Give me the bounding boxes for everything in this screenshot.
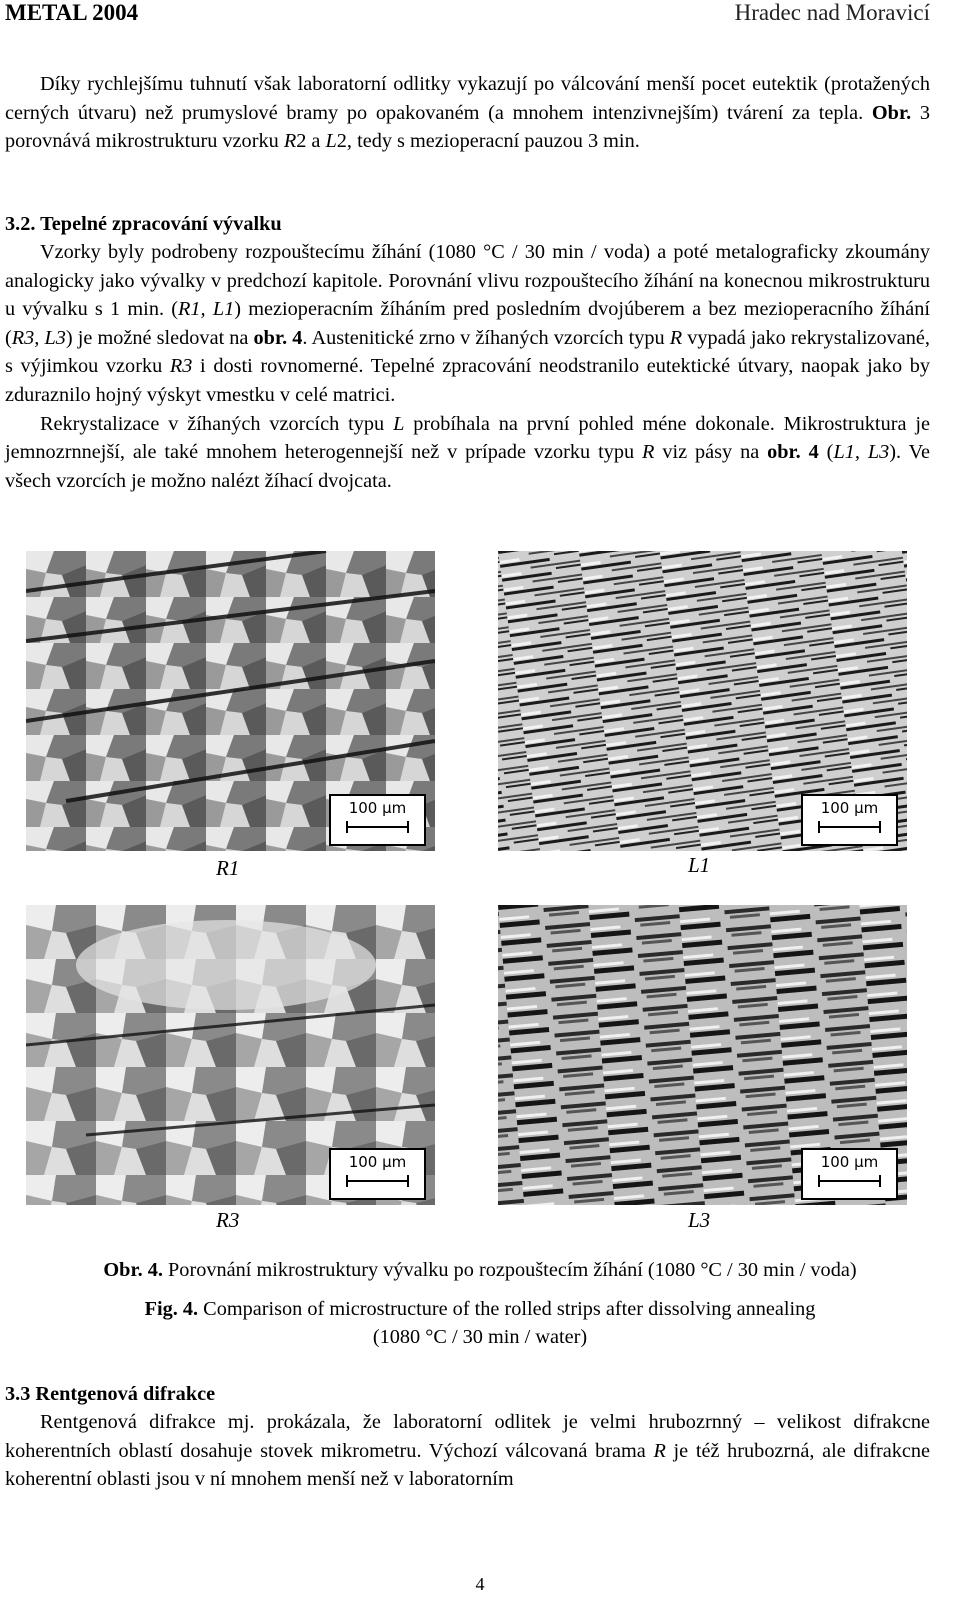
- label-l1: L1: [688, 853, 711, 877]
- conference-location: Hradec nad Moravicí: [734, 0, 930, 25]
- label-r1: R1: [216, 856, 240, 880]
- section-3-2-title: 3.2. Tepelné zpracování vývalku: [5, 213, 282, 235]
- label-l3: L3: [688, 1208, 711, 1232]
- paragraph-4: Rentgenová difrakce mj. prokázala, že laboratorní odlitek je velmi hrubozrnný – velikost difrakcne koherentních oblastí dosahuje stovek mikrometru. Výchozí válcovaná brama R je též hrubozrná, ale difrakcne koherentní oblasti jsou v ní mnohem menší než v laboratorním: [5, 1411, 930, 1491]
- page-number: 4: [475, 1574, 485, 1594]
- scale-bar: 100 µm: [329, 794, 426, 846]
- section-3-3-title: 3.3 Rentgenová difrakce: [5, 1383, 216, 1405]
- scale-bar: 100 µm: [801, 1148, 898, 1200]
- conference-name: METAL 2004: [5, 0, 139, 25]
- figure-caption-cz: Obr. 4. Porovnání mikrostruktury vývalku po rozpouštecím žíhání (1080 °C / 30 min / voda): [103, 1259, 857, 1281]
- micrograph-l1: [498, 551, 907, 851]
- page-header: [0, 0, 960, 30]
- label-r3: R3: [216, 1208, 240, 1232]
- micrograph-l3: [498, 905, 907, 1205]
- scale-bar: 100 µm: [329, 1148, 426, 1200]
- paragraph-2: Vzorky byly podrobeny rozpouštecímu žíhání (1080 °C / 30 min / voda) a poté metalograficky zkoumány analogicky jako vývalky v predchozí kapitole. Porovnání vlivu rozpouštecího žíhání na konecnou mikrostrukturu u vývalku s 1 min. (R1, L1) mezioperacním žíháním pred posledním dvojúberem a bez mezioperacního žíhání (R3, L3) je možné sledovat na obr. 4. Austenitické zrno v žíhaných vzorcích typu R vypadá jako rekrystalizované, s výjimkou vzorku R3 i dosti rovnomerné. Tepelné zpracování neodstranilo eutektické útvary, naopak jako by zduraznilo hojný výskyt vmestku v celé matrici. Rekrystalizace v žíhaných vzorcích typu L probíhala na první pohled méne dokonale. Mikrostruktura je jemnozrnnejší, ale také mnohem heterogennejší než v prípade vzorku typu R viz pásy na obr. 4 (L1, L3). Ve všech vzorcích je možno nalézt žíhací dvojcata.: [5, 241, 931, 492]
- figure-caption-en: Fig. 4. Comparison of microstructure of the rolled strips after dissolving annealing (1080 °C / 30 min / water): [144, 1298, 816, 1348]
- scale-bar: 100 µm: [801, 794, 898, 846]
- micrograph-r1: [26, 551, 435, 851]
- paragraph-1: Díky rychlejšímu tuhnutí však laboratorní odlitky vykazují po válcování menší pocet eutektik (protažených cerných útvaru) než prumyslové bramy po opakovaném (a mnohem intenzivnejším) tvárení za tepla. Obr. 3 porovnává mikrostrukturu vzorku R2 a L2, tedy s mezioperacní pauzou 3 min.: [5, 73, 930, 153]
- micrograph-r3: [26, 905, 435, 1205]
